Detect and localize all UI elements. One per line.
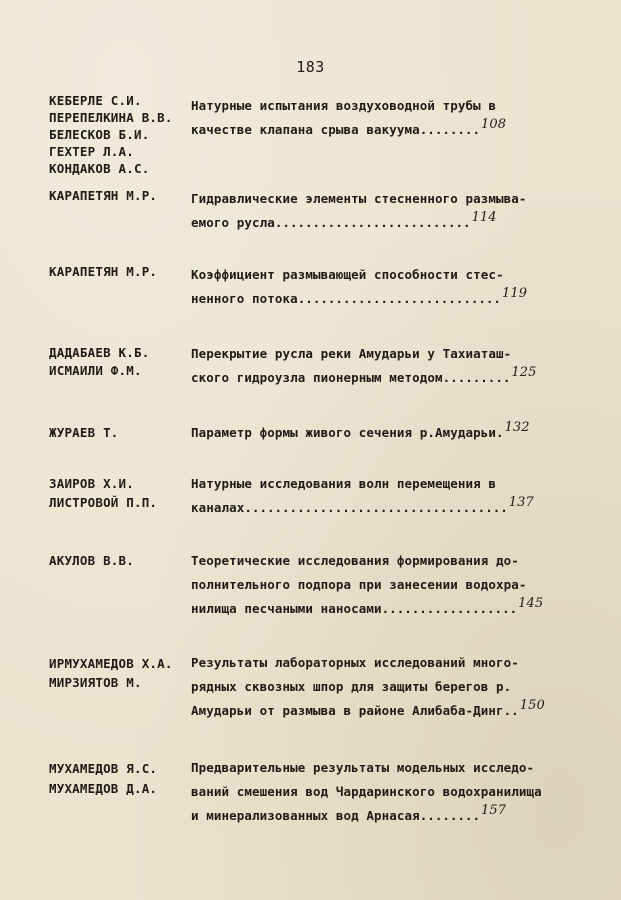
- entry-title: [191, 94, 571, 143]
- dot-leader: ........: [419, 122, 480, 137]
- page-reference: 119: [501, 286, 528, 301]
- title-line: Гидравлические элементы стесненного размыва-: [191, 191, 527, 206]
- title-line: Предварительные результаты модельных исследо-: [191, 760, 535, 775]
- title-line: Теоретические исследования формирования до-: [191, 553, 519, 568]
- title-line: Натурные исследования волн перемещения в: [191, 476, 497, 491]
- entry-authors: [49, 263, 189, 280]
- title-line: Натурные испытания воздуховодной трубы в: [191, 98, 497, 113]
- title-line-last: [191, 211, 571, 236]
- author-name: ЗАИРОВ Х.И.: [49, 476, 134, 491]
- title-text: ского гидроузла пионерным методом: [191, 370, 443, 385]
- entry-title: [191, 472, 571, 521]
- title-line-last: [191, 118, 571, 143]
- page-reference: 137: [508, 495, 534, 510]
- page-reference: 114: [471, 210, 497, 225]
- author-name: ДАДАБАЕВ К.Б.: [49, 345, 150, 360]
- author-name: МУХАМЕДОВ Д.А.: [49, 781, 158, 796]
- title-line: рядных сквозных шпор для защиты берегов р.: [191, 679, 512, 694]
- author-name: МУХАМЕДОВ Я.С.: [49, 761, 158, 776]
- title-text: Амударьи от размыва в районе Алибаба-Динг: [191, 703, 504, 718]
- title-line: Коэффициент размывающей способности стес-: [191, 267, 504, 282]
- title-line-last: [191, 287, 571, 312]
- page-reference: 157: [481, 803, 507, 818]
- page-reference: 108: [481, 117, 507, 132]
- entry-authors: [49, 552, 189, 569]
- title-text: нилища песчаными наносами: [191, 601, 382, 616]
- entry-title: [191, 187, 571, 236]
- author-name: КАРАПЕТЯН М.Р.: [49, 264, 158, 279]
- title-line: ваний смешения вод Чардаринского водохранилища: [191, 784, 542, 799]
- title-line-last: [191, 421, 571, 446]
- author-name: АКУЛОВ В.В.: [49, 553, 134, 568]
- page-reference: 145: [518, 596, 544, 611]
- dot-leader: .: [496, 425, 504, 440]
- dot-leader: .........: [442, 370, 511, 385]
- title-line: Перекрытие русла реки Амударьи у Тахиаташ-: [191, 346, 512, 361]
- author-name: ГЕХТЕР Л.А.: [49, 144, 134, 159]
- title-text: Параметр формы живого сечения р.Амударьи: [191, 425, 497, 440]
- title-text: емого русла: [191, 215, 275, 230]
- title-line-last: [191, 699, 571, 724]
- dot-leader: ...........................: [297, 291, 501, 306]
- entry-title: [191, 756, 571, 829]
- page-reference: 150: [519, 698, 545, 713]
- author-name: БЕЛЕСКОВ Б.И.: [49, 127, 150, 142]
- title-text: каналах: [191, 500, 245, 515]
- author-name: КЕБЕРЛЕ С.И.: [49, 93, 142, 108]
- title-text: и минерализованных вод Арнасая: [191, 808, 420, 823]
- page-reference: 132: [504, 420, 530, 435]
- entry-authors: [49, 424, 189, 441]
- title-line: полнительного подпора при занесении водохра-: [191, 577, 527, 592]
- dot-leader: ..................: [381, 601, 518, 616]
- title-text: качестве клапана срыва вакуума: [191, 122, 420, 137]
- author-name: ЖУРАЕВ Т.: [49, 425, 119, 440]
- entry-authors: [49, 759, 189, 799]
- author-name: ИСМАИЛИ Ф.М.: [49, 363, 142, 378]
- author-name: КОНДАКОВ А.С.: [49, 161, 150, 176]
- entry-authors: [49, 654, 189, 692]
- title-line: Результаты лабораторных исследований много-: [191, 655, 519, 670]
- dot-leader: ...................................: [244, 500, 508, 515]
- title-text: ненного потока: [191, 291, 298, 306]
- page-number: 183: [296, 58, 325, 76]
- author-name: ЛИСТРОВОЙ П.П.: [49, 495, 158, 510]
- entry-authors: [49, 474, 189, 512]
- dot-leader: ........: [419, 808, 480, 823]
- title-line-last: [191, 366, 571, 391]
- entry-title: [191, 263, 571, 312]
- entry-authors: [49, 92, 189, 177]
- author-name: КАРАПЕТЯН М.Р.: [49, 188, 158, 203]
- title-line-last: [191, 597, 571, 622]
- entry-title: [191, 342, 571, 391]
- dot-leader: ..: [503, 703, 519, 718]
- entry-title: [191, 549, 571, 622]
- dot-leader: ..........................: [274, 215, 471, 230]
- entry-title: [191, 651, 571, 724]
- entry-title: [191, 421, 571, 446]
- author-name: ПЕРЕПЕЛКИНА В.В.: [49, 110, 173, 125]
- title-line-last: [191, 804, 571, 829]
- entry-authors: [49, 187, 189, 204]
- author-name: МИРЗИЯТОВ М.: [49, 675, 142, 690]
- author-name: ИРМУХАМЕДОВ Х.А.: [49, 656, 173, 671]
- title-line-last: [191, 496, 571, 521]
- entry-authors: [49, 344, 189, 380]
- page-reference: 125: [511, 365, 537, 380]
